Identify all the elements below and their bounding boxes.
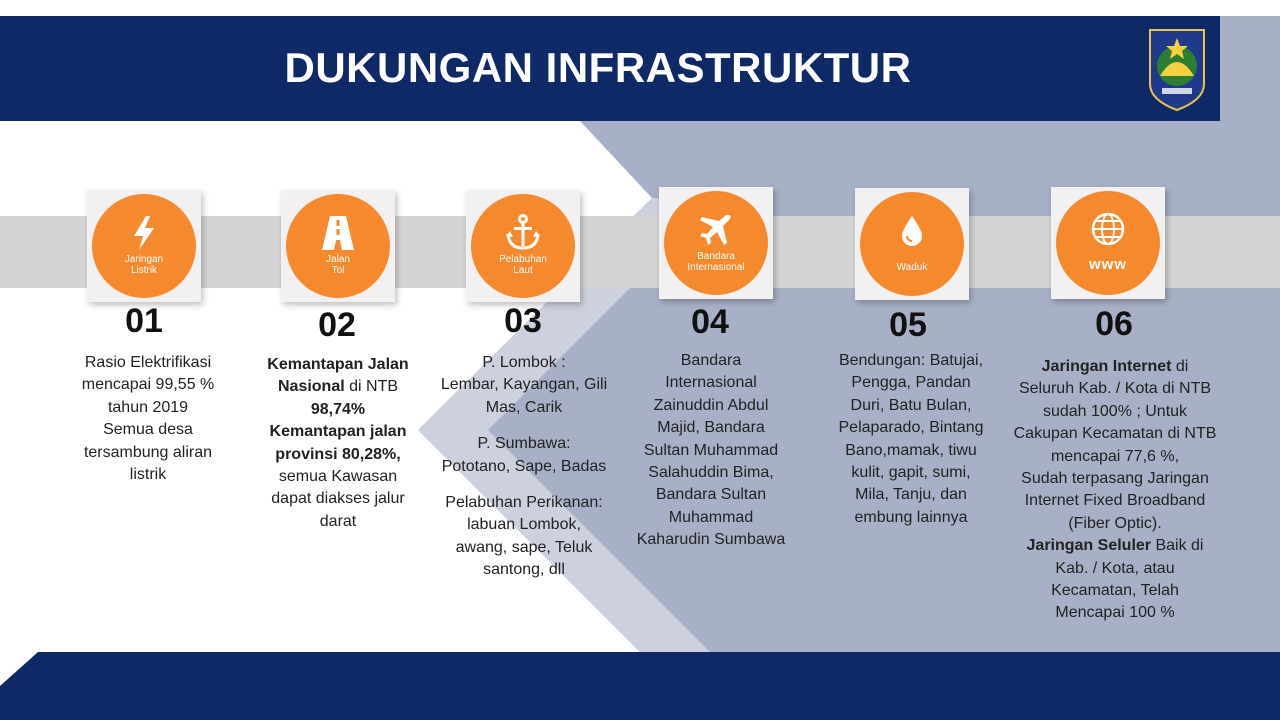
item-number: 02	[318, 306, 356, 344]
item-number: 05	[889, 306, 927, 344]
card-circle	[286, 194, 390, 298]
description-pelabuhan: P. Lombok : Lembar, Kayangan, Gili Mas, Carik P. Sumbawa: Pototano, Sape, Badas Pelabuhan Perikanan: labuan Lombok, awang, sape, Teluk santong, dll	[440, 354, 608, 579]
card-bandara	[659, 187, 773, 299]
item-number: 04	[691, 303, 729, 341]
lightning-icon	[126, 214, 162, 252]
card-pelabuhan	[466, 190, 580, 302]
card-circle	[1056, 191, 1160, 295]
description-waduk: Bendungan: Batujai, Pengga, Pandan Duri, Batu Bulan, Pelaparado, Bintang Bano,mamak, tiwu kulit, gapit, sumi, Mila, Tanju, dan embung lainnya	[838, 352, 984, 526]
footer-bar	[0, 652, 1280, 720]
card-label: Pelabuhan Laut	[499, 254, 547, 276]
item-number: 06	[1095, 305, 1133, 343]
water-drop-icon	[894, 212, 930, 250]
card-waduk	[855, 188, 969, 300]
card-listrik	[87, 190, 201, 302]
description-listrik: Rasio Elektrifikasi mencapai 99,55 % tahun 2019 Semua desa tersambung aliran listrik	[81, 354, 215, 484]
road-icon	[320, 214, 356, 252]
card-circle	[92, 194, 196, 298]
card-jalan-tol	[281, 190, 395, 302]
description-jalan-tol: Kemantapan Jalan Nasional di NTB 98,74% Kemantapan jalan provinsi 80,28%, semua Kawasan dapat diakses jalur darat	[267, 356, 409, 530]
page-title: DUKUNGAN INFRASTRUKTUR	[284, 44, 912, 91]
description-bandara: Bandara Internasional Zainuddin Abdul Majid, Bandara Sultan Muhammad Salahuddin Bima, Bandara Sultan Muhammad Kaharudin Sumbawa	[636, 352, 786, 549]
card-circle	[471, 194, 575, 298]
card-circle	[664, 191, 768, 295]
globe-icon	[1090, 211, 1126, 249]
card-label: Jaringan Listrik	[124, 254, 164, 276]
card-label: Waduk	[896, 262, 928, 273]
card-circle	[860, 192, 964, 296]
card-label: Jalan Tol	[326, 254, 350, 276]
item-number: 01	[125, 302, 163, 340]
item-number: 03	[504, 302, 542, 340]
anchor-icon	[505, 214, 541, 252]
card-internet	[1051, 187, 1165, 299]
card-label: Bandara Internasional	[687, 251, 745, 273]
airplane-icon	[698, 211, 734, 249]
description-internet: Jaringan Internet di Seluruh Kab. / Kota di NTB sudah 100% ; Untuk Cakupan Kecamatan di NTB mencapai 77,6 %, Sudah terpasang Jaringan Internet Fixed Broadband (Fiber Optic). Jaringan Seluler Baik di Kab. / Kota, atau Kecamatan, Telah Mencapai 100 %	[1013, 358, 1217, 622]
card-label: www	[1088, 256, 1127, 273]
province-emblem-icon	[1146, 26, 1208, 112]
